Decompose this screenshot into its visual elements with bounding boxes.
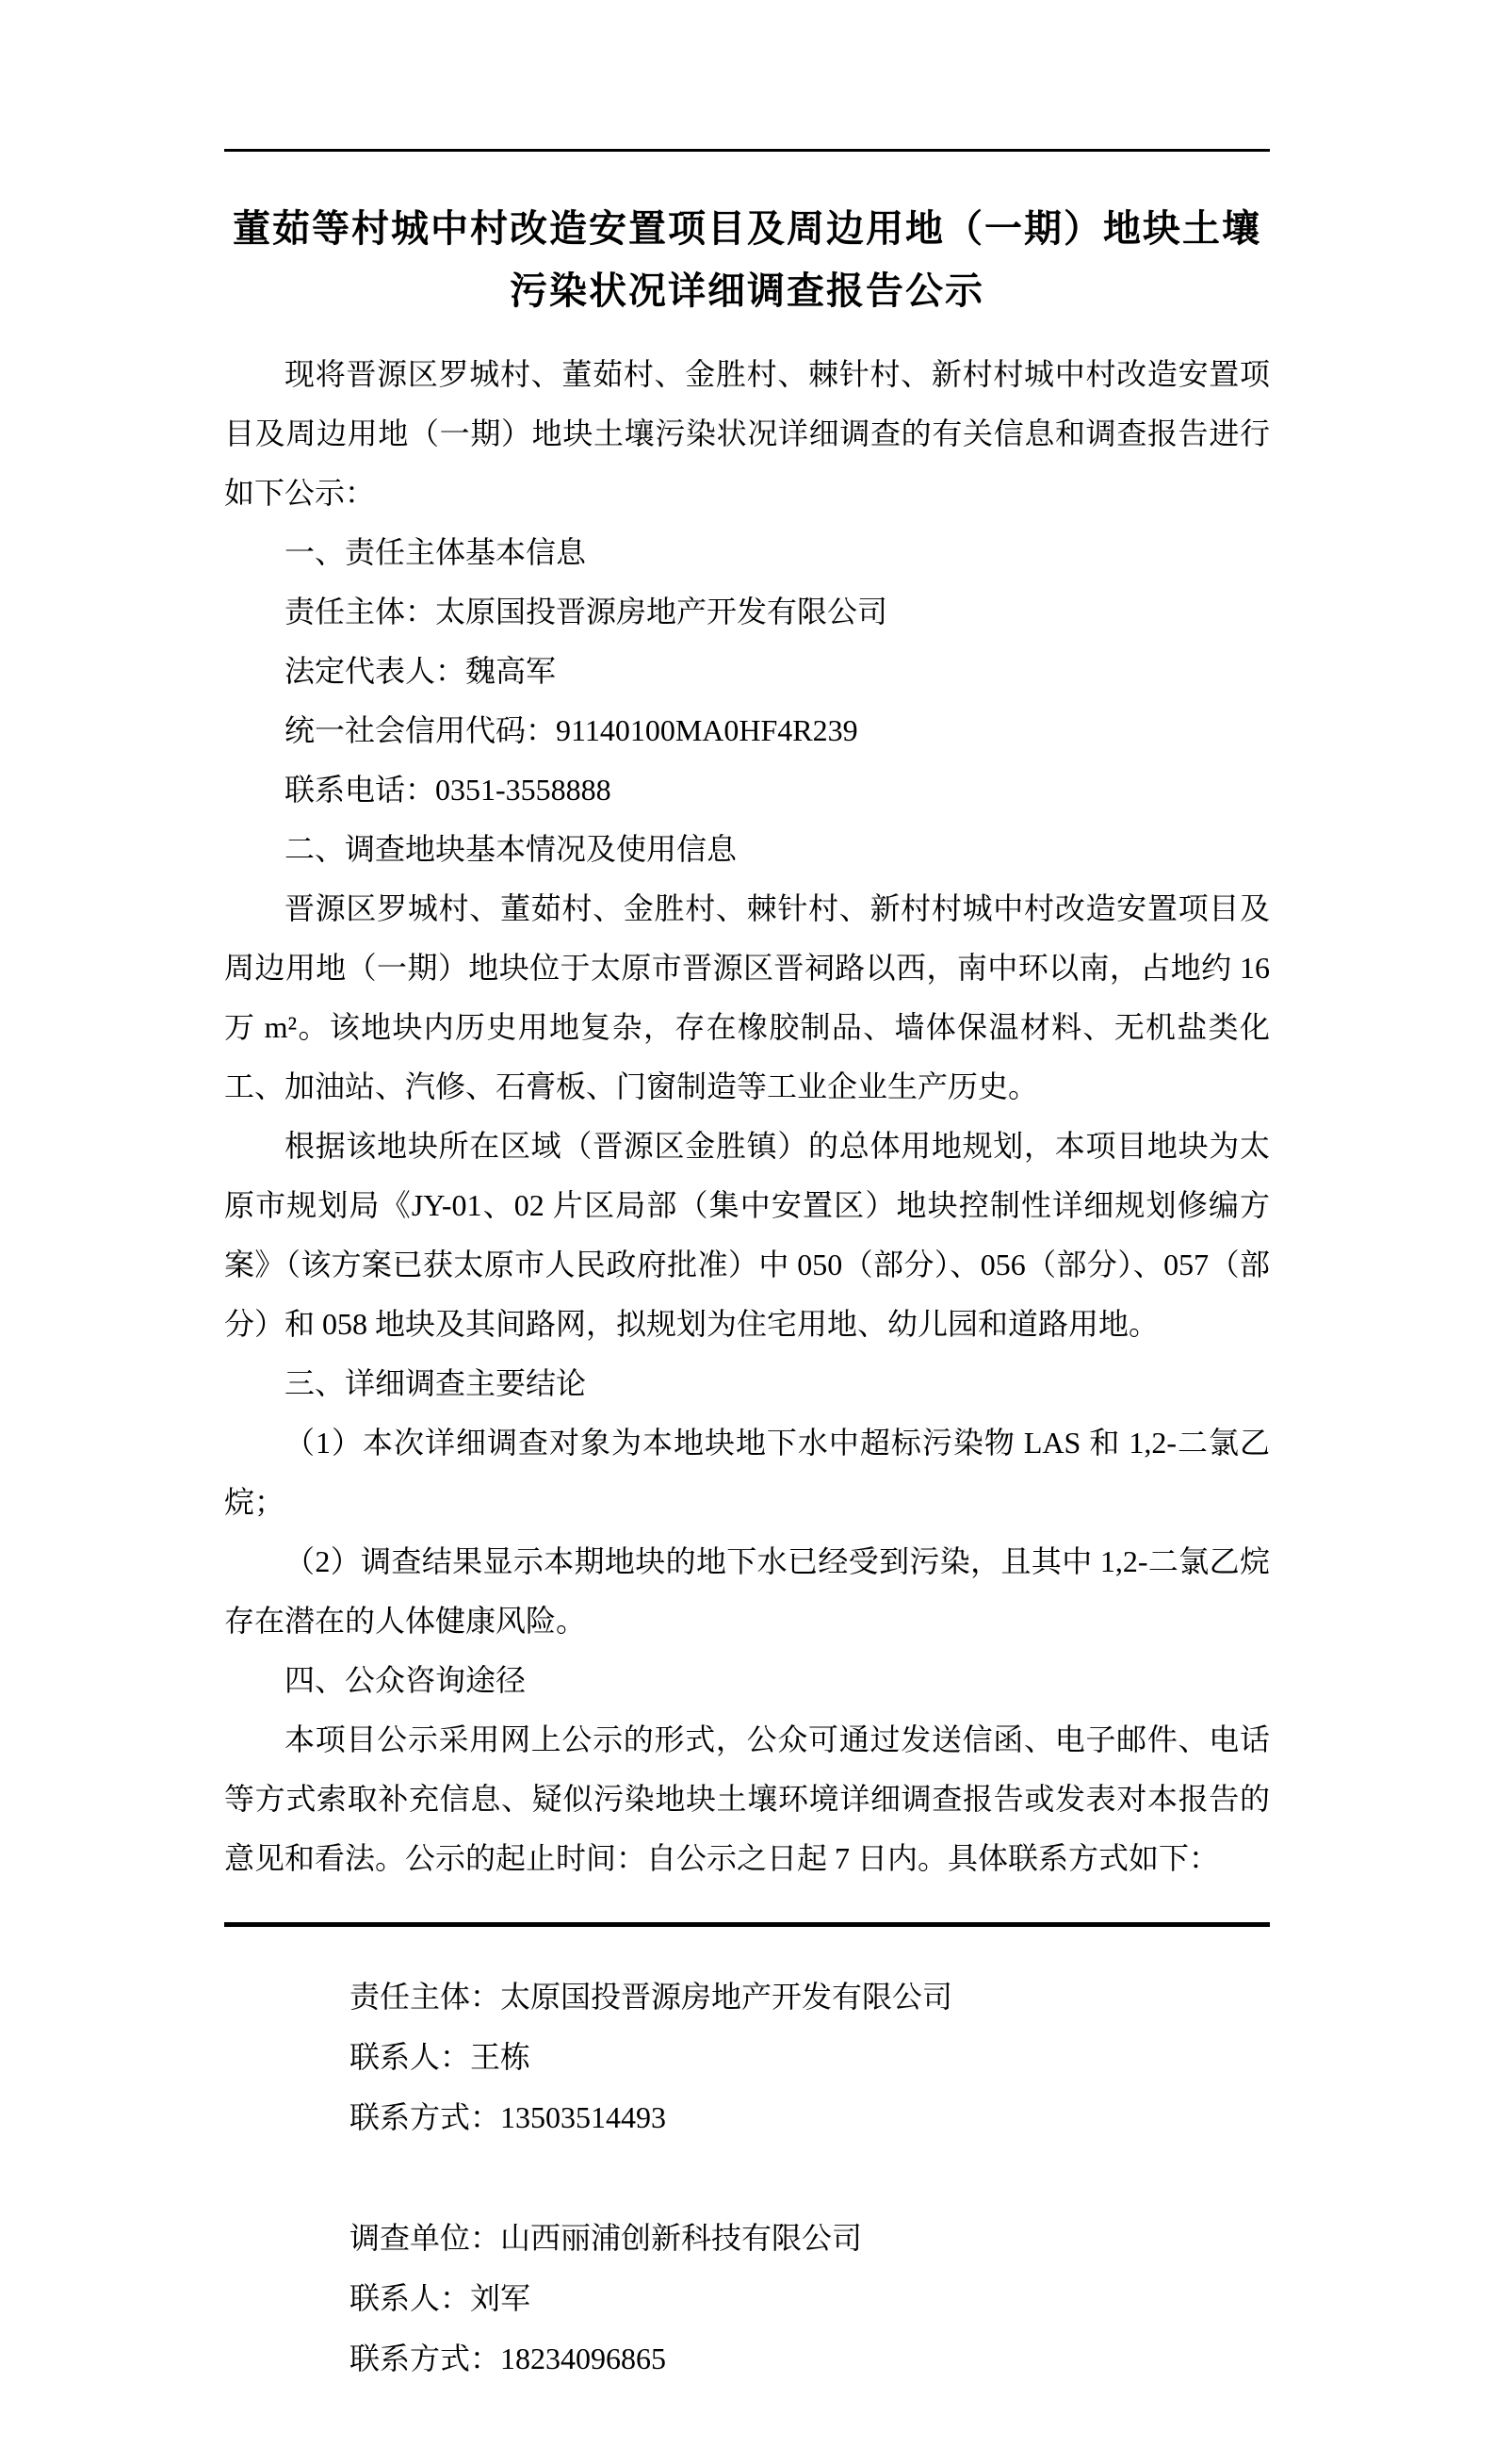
conclusion-item-2: （2）调查结果显示本期地块的地下水已经受到污染，且其中 1,2-二氯乙烷存在潜在的人体健康风险。 <box>224 1544 1270 1638</box>
survey-unit-contact <box>349 2208 1270 2389</box>
credit-code-line: 统一社会信用代码：91140100MA0HF4R239 <box>284 713 858 747</box>
contact1-phone-line: 联系方式：13503514493 <box>349 2100 667 2134</box>
notice-body <box>224 345 1270 1888</box>
responsible-entity-line: 责任主体：太原国投晋源房地产开发有限公司 <box>284 595 888 628</box>
notice-content <box>0 149 1495 2389</box>
notice-title <box>224 198 1270 322</box>
contact-section <box>224 1966 1270 2389</box>
contact2-person-line: 联系人：刘军 <box>349 2281 531 2315</box>
consultation-paragraph: 本项目公示采用网上公示的形式，公众可通过发送信函、电子邮件、电话等方式索取补充信息、疑似污染地块土壤环境详细调查报告或发表对本报告的意见和看法。公示的起止时间：自公示之日起 7 日内。具体联系方式如下： <box>224 1722 1270 1875</box>
plot-description-paragraph: 晋源区罗城村、董茹村、金胜村、棘针村、新村村城中村改造安置项目及周边用地（一期）地块位于太原市晋源区晋祠路以西，南中环以南，占地约 16 万 m²。该地块内历史用地复杂，存在橡胶制品、墙体保温材料、无机盐类化工、加油站、汽修、石膏板、门窗制造等工业企业生产历史。 <box>224 891 1270 1103</box>
contact1-entity-line: 责任主体：太原国投晋源房地产开发有限公司 <box>349 1980 953 2014</box>
section1-heading: 一、责任主体基本信息 <box>284 535 587 569</box>
contact2-unit-line: 调查单位：山西丽浦创新科技有限公司 <box>349 2221 863 2255</box>
intro-paragraph: 现将晋源区罗城村、董茹村、金胜村、棘针村、新村村城中村改造安置项目及周边用地（一期）地块土壤污染状况详细调查的有关信息和调查报告进行如下公示： <box>224 357 1270 510</box>
section4-heading: 四、公众咨询途径 <box>284 1663 527 1697</box>
footer-divider <box>224 1922 1270 1927</box>
conclusion-item-1: （1）本次详细调查对象为本地块地下水中超标污染物 LAS 和 1,2-二氯乙烷； <box>224 1426 1270 1519</box>
contact1-person-line: 联系人：王栋 <box>349 2040 531 2074</box>
responsible-entity-contact <box>349 1966 1270 2147</box>
contact2-phone-line: 联系方式：18234096865 <box>349 2342 667 2375</box>
phone-line: 联系电话：0351-3558888 <box>284 773 611 807</box>
section3-heading: 三、详细调查主要结论 <box>284 1366 587 1400</box>
section2-heading: 二、调查地块基本情况及使用信息 <box>284 832 738 866</box>
top-divider <box>224 149 1270 152</box>
legal-representative-line: 法定代表人：魏高军 <box>284 654 557 688</box>
planning-paragraph: 根据该地块所在区域（晋源区金胜镇）的总体用地规划，本项目地块为太原市规划局《JY-01、02 片区局部（集中安置区）地块控制性详细规划修编方案》（该方案已获太原市人民政府批准）中 050（部分）、056（部分）、057（部分）和 058 地块及其间路网，拟规划为住宅用地、幼儿园和道路用地。 <box>224 1129 1270 1341</box>
notice-title-line2: 污染状况详细调查报告公示 <box>510 270 984 312</box>
notice-title-line1: 董茹等村城中村改造安置项目及周边用地（一期）地块土壤 <box>233 208 1261 250</box>
